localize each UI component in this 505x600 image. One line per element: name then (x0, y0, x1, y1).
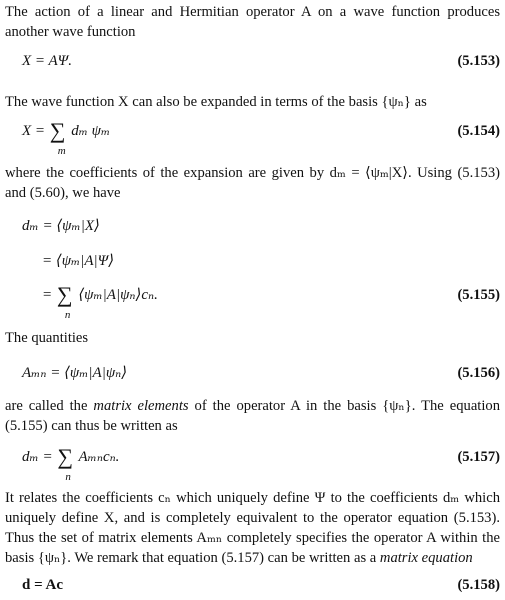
paragraph-text: The wave function X can also be expanded in terms of the basis {ψₙ} as (5, 94, 427, 110)
equation-5-153 (0, 50, 505, 74)
equation-body: d = Ac (22, 577, 64, 593)
equation-5-156 (0, 362, 505, 386)
paragraph-text: It relates the coefficients cₙ which uniquely define Ψ to the coefficients dₘ which uniquely define X, and is completely equivalent to the operator equation (5.153). Thus the set of matrix elements Aₘₙ completely specifies the operator A within the basis {ψₙ}. We remark that equation (5.157) can be written as a (5, 490, 500, 566)
sum-glyph: ∑ (49, 118, 66, 143)
paragraph-text: The quantities (5, 330, 89, 346)
summation-symbol (56, 282, 73, 321)
equation-body: dₘ = ⟨ψₘ|X⟩ (22, 218, 100, 234)
paragraph-quantities (5, 328, 500, 348)
paragraph-equivalence (5, 488, 500, 568)
equation-lhs: = (42, 287, 53, 303)
emphasis-text: matrix elements (93, 398, 189, 414)
equation-number: (5.158) (457, 577, 500, 593)
equation-5-155-line-1 (0, 215, 505, 239)
sum-index: m (57, 145, 66, 157)
sum-index: n (65, 471, 71, 483)
paragraph-text: where the coefficients of the expansion are given by dₘ = ⟨ψₘ|X⟩. Using (5.153) and (5.60), we have (5, 165, 500, 201)
equation-body: = ⟨ψₘ|A|Ψ⟩ (42, 253, 115, 269)
equation-5-154 (0, 118, 505, 157)
equation-body (22, 118, 111, 157)
summation-symbol (49, 118, 66, 157)
equation-body (22, 444, 120, 483)
equation-5-158 (0, 574, 505, 598)
equation-number: (5.157) (457, 449, 500, 465)
equation-lhs: dₘ = (22, 449, 53, 465)
paragraph-operator-action (5, 2, 500, 42)
sum-glyph: ∑ (56, 282, 73, 307)
equation-lhs: X = (22, 123, 46, 139)
paragraph-text: are called the (5, 398, 94, 414)
equation-5-155 (0, 282, 505, 321)
equation-body: X = AΨ. (22, 53, 72, 69)
equation-body: Aₘₙ = ⟨ψₘ|A|ψₙ⟩ (22, 365, 128, 381)
equation-5-155-line-2 (0, 250, 505, 274)
paragraph-matrix-elements (5, 396, 500, 436)
paragraph-text: of the operator A in the basis {ψₙ}. The equation (5.155) can thus be written as (5, 398, 501, 434)
sum-index: n (64, 309, 71, 321)
paragraph-expansion (5, 92, 500, 112)
summation-symbol (57, 444, 74, 483)
equation-body (42, 282, 158, 321)
emphasis-text: matrix equation (379, 550, 473, 566)
paragraph-text: The action of a linear and Hermitian operator A on a wave function produces another wave function (5, 4, 500, 40)
equation-number: (5.154) (457, 123, 500, 139)
paragraph-coefficients (5, 163, 500, 203)
equation-number: (5.156) (457, 365, 500, 381)
sum-glyph: ∑ (57, 444, 74, 469)
equation-term: Aₘₙcₙ. (78, 449, 120, 465)
equation-term: ⟨ψₘ|A|ψₙ⟩cₙ. (78, 287, 158, 303)
equation-number: (5.153) (457, 53, 500, 69)
equation-5-157 (0, 444, 505, 483)
equation-number: (5.155) (457, 287, 500, 303)
equation-term: dₘ ψₘ (71, 123, 111, 139)
